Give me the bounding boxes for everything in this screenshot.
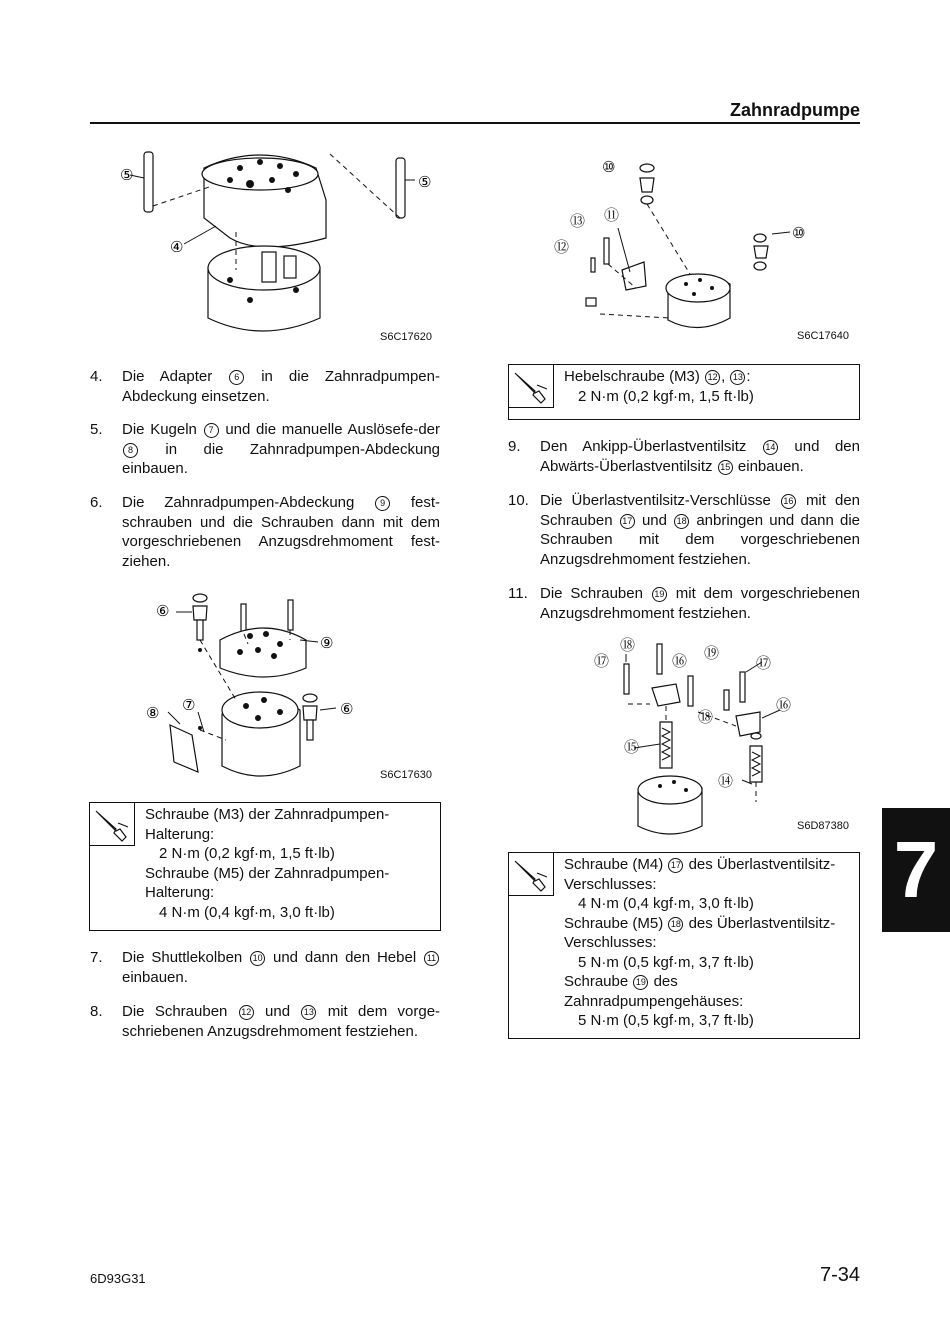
figure-gear-pump-cover-pins: [100, 140, 445, 350]
step-text: Die Zahnradpumpen-Abdeckung 9 fest-schrauben und die Schrauben dann mit dem vorgeschriebenen Anzugsdrehmoment fest-ziehen.: [122, 494, 441, 570]
callout-19: 19: [633, 975, 648, 990]
step-text: Die Adapter 6 in die Zahnradpumpen-Abdeckung einsetzen.: [122, 368, 440, 405]
callout-18: 18: [668, 917, 683, 932]
callout-13: 13: [301, 1005, 316, 1020]
callout-10: 10: [250, 951, 265, 966]
step-number: 7.: [90, 949, 103, 966]
callout-15: ⑮: [624, 738, 640, 756]
callout-7: ⑦: [182, 696, 196, 714]
figure-relief-valve-seats: [590, 632, 860, 838]
callout-18-top: ⑱: [620, 636, 636, 654]
callout-6: 6: [229, 370, 244, 385]
step-text: Die Schrauben 19 mit dem vorgeschriebenen Anzugsdrehmoment festziehen.: [540, 585, 860, 622]
callout-5-right: ⑤: [418, 173, 432, 191]
callout-16-left: ⑯: [672, 652, 688, 670]
step-number: 5.: [90, 421, 103, 438]
figure-4-drawing: [590, 632, 860, 838]
torque-spec-box-1: [89, 802, 441, 931]
step-text: Die Shuttlekolben 10 und dann den Hebel 11 einbauen.: [122, 948, 440, 987]
step-text: Den Ankipp-Überlastventilsitz 14 und den Abwärts-Überlastventilsitz 15 einbauen.: [540, 438, 860, 475]
callout-7: 7: [204, 423, 219, 438]
step-number: 10.: [508, 492, 529, 509]
torque-lines: Hebelschraube (M3) 12 , 13 : 2 N·m (0,2 kgf·m, 1,5 ft·lb): [564, 368, 754, 405]
callout-17-right: ⑰: [756, 654, 772, 672]
callout-8: ⑧: [146, 704, 160, 722]
figure-1-drawing: [100, 140, 445, 350]
figure-2-drawing: [540, 148, 860, 348]
callout-18: 18: [674, 514, 689, 529]
chapter-tab: 7: [882, 808, 950, 932]
callout-9: 9: [375, 496, 390, 511]
step-number: 8.: [90, 1003, 103, 1020]
document-code: 6D93G31: [90, 1271, 146, 1286]
page-number: 7-34: [819, 1264, 860, 1286]
callout-13: 13: [730, 370, 745, 385]
figure-code: S6C17640: [797, 330, 849, 342]
step-text: Die Kugeln 7 und die manuelle Auslösefe-der 8 in die Zahnradpumpen-Abdeckung einbauen.: [122, 421, 441, 477]
callout-12: 12: [705, 370, 720, 385]
callout-4: ④: [170, 238, 184, 256]
torque-wrench-icon: [509, 365, 554, 408]
step-number: 9.: [508, 438, 521, 455]
callout-5-left: ⑤: [120, 166, 134, 184]
callout-12: 12: [239, 1005, 254, 1020]
figure-code: S6D87380: [797, 820, 849, 832]
step-text: Die Überlastventilsitz-Verschlüsse 16 mit den Schrauben 17 und 18 anbringen und dann die Schrauben mit dem vorgeschriebenen Anzugsdrehmoment festziehen.: [540, 492, 861, 568]
callout-17: 17: [620, 514, 635, 529]
torque-lines: Schraube (M3) der Zahnradpumpen- Halterung: 2 N·m (0,2 kgf·m, 1,5 ft·lb) Schraube (M5) der Zahnradpumpen- Halterung: 4 N·m (0,4 kgf·m, 3,0 ft·lb): [145, 806, 390, 921]
callout-11: 11: [424, 951, 439, 966]
callout-14: 14: [763, 440, 778, 455]
figure-code: S6C17630: [380, 769, 432, 781]
callout-18-right: ⑱: [698, 708, 714, 726]
section-title: Zahnradpumpe: [729, 100, 860, 120]
torque-spec-box-3: [508, 852, 860, 1039]
header-rule: [90, 122, 860, 124]
callout-10-top: ⑩: [602, 158, 616, 176]
callout-6-top: ⑥: [156, 602, 170, 620]
step-number: 4.: [90, 368, 103, 385]
callout-13: ⑬: [570, 212, 586, 230]
torque-spec-box-2: [508, 364, 860, 420]
callout-16: 16: [781, 494, 796, 509]
callout-14: ⑭: [718, 772, 734, 790]
torque-wrench-icon: [90, 803, 135, 846]
step-text: Die Schrauben 12 und 13 mit dem vorge-schriebenen Anzugsdrehmoment festziehen.: [122, 1003, 441, 1040]
callout-17: 17: [668, 858, 683, 873]
figure-code: S6C17620: [380, 331, 432, 343]
torque-lines: Schraube (M4) 17 des Überlastventilsitz- Verschlusses: 4 N·m (0,4 kgf·m, 3,0 ft·lb) Schraube (M5) 18 des Überlastventilsitz- Verschlusses: 5 N·m (0,5 kgf·m, 3,7 ft·lb) Schraube 19 des Zahnradpumpengehäuses: 5 N·m (0,5 kgf·m, 3,7 ft·lb): [564, 856, 836, 1029]
callout-15: 15: [718, 460, 733, 475]
callout-12: ⑫: [554, 238, 570, 256]
callout-17-left: ⑰: [594, 652, 610, 670]
step-number: 6.: [90, 494, 103, 511]
callout-6-right: ⑥: [340, 700, 354, 718]
figure-gear-pump-cover-adapters: [140, 590, 440, 790]
callout-10-right: ⑩: [792, 224, 806, 242]
figure-3-drawing: [140, 590, 440, 790]
callout-19: ⑲: [704, 644, 720, 662]
step-number: 11.: [508, 585, 528, 602]
callout-9: ⑨: [320, 634, 334, 652]
callout-16-right: ⑯: [776, 696, 792, 714]
callout-8: 8: [123, 443, 138, 458]
callout-19: 19: [652, 587, 667, 602]
torque-wrench-icon: [509, 853, 554, 896]
callout-11: ⑪: [604, 206, 620, 224]
figure-shuttle-lever: [540, 148, 860, 348]
